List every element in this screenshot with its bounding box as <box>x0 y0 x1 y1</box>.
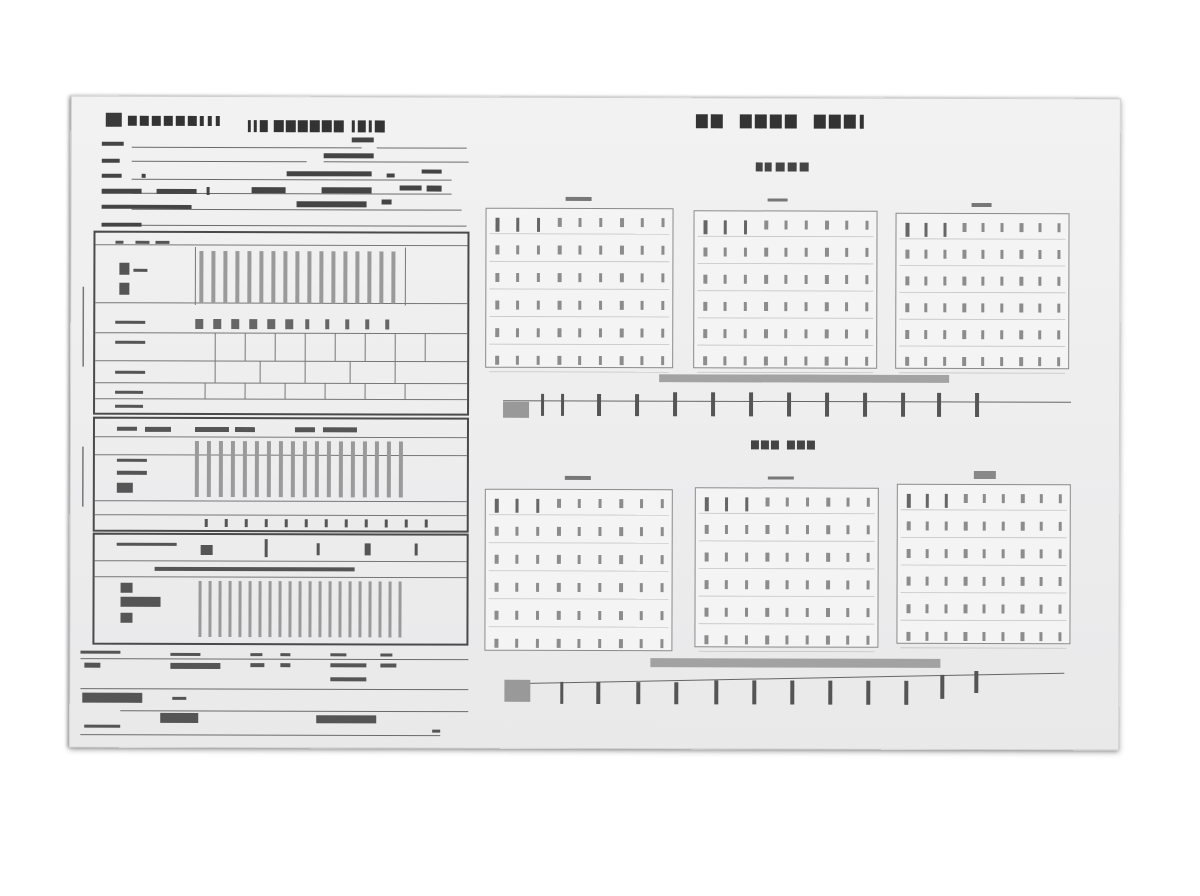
logo-wordmark <box>128 115 232 127</box>
form-title-glyphs <box>248 119 413 133</box>
left-footer <box>80 649 470 742</box>
bottom-grid-marks <box>484 483 1074 655</box>
top-section-label-glyphs <box>756 160 816 174</box>
top-timeline <box>501 374 1081 426</box>
top-grid-marks <box>485 208 1075 375</box>
bottom-grid-row <box>72 97 1120 100</box>
top-grid-row <box>72 97 1120 100</box>
bottom-section-label-glyphs <box>751 438 821 452</box>
header-fields <box>72 97 1120 100</box>
bottom-timeline <box>504 654 1084 716</box>
form-sheet <box>69 96 1121 751</box>
section-3-grid <box>94 535 466 644</box>
left-margin-marks <box>78 287 89 617</box>
right-title-glyphs <box>696 112 876 132</box>
section-1-grid <box>95 233 467 414</box>
section-2-grid <box>95 419 467 531</box>
logo-icon <box>106 113 122 127</box>
